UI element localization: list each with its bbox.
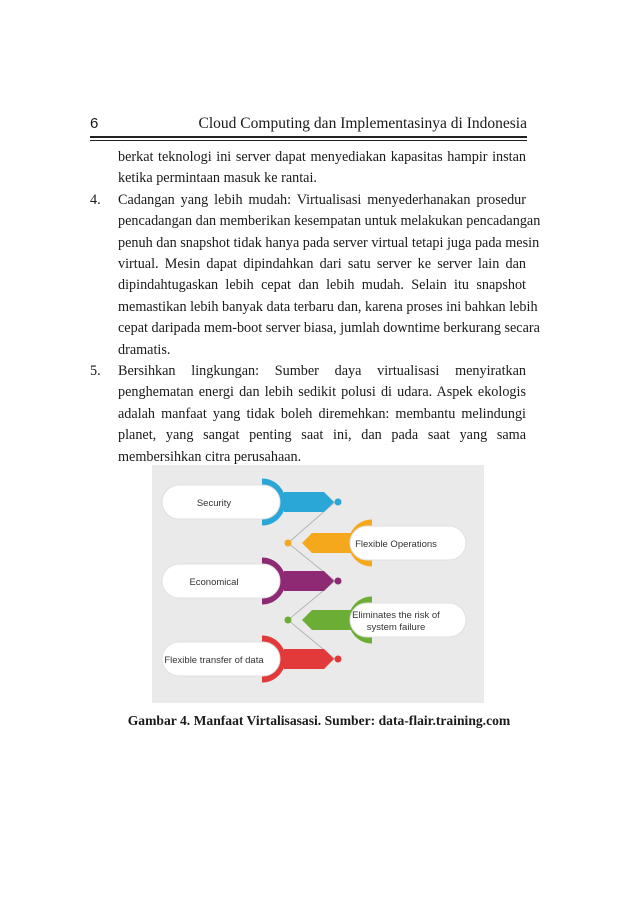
text-line: penghematan energi dan lebih sedikit polusi di udara. Aspek ekologis (118, 384, 526, 401)
continuation-paragraph (118, 147, 526, 190)
benefit-label: Flexible transfer of data (164, 655, 264, 666)
benefits-diagram (152, 465, 484, 703)
benefit-label: Eliminates the risk of (352, 610, 440, 621)
page-header (90, 112, 527, 136)
text-line: virtual. Mesin dapat dipindahkan dari satu server ke server lain dan (118, 255, 526, 272)
text-line: ketika permintaan masuk ke rantai. (118, 170, 317, 187)
header-rule (90, 136, 527, 138)
text-line: berkat teknologi ini server dapat menyediakan kapasitas hampir instan (118, 149, 526, 165)
list-number: 4. (90, 191, 101, 208)
text-line: membersihkan citra perusahaan. (118, 448, 302, 465)
text-line: dramatis. (118, 341, 171, 358)
text-line: memastikan lebih banyak data terbaru dan, karena proses ini bahkan lebih (118, 298, 538, 315)
figure-caption: Gambar 4. Manfaat Virtalisasasi. Sumber: data-flair.training.com (127, 713, 511, 728)
virtualization-benefits-figure (152, 465, 484, 703)
benefit-arrow (302, 533, 352, 553)
benefit-label: Flexible Operations (355, 539, 437, 550)
text-line: adalah manfaat yang tidak boleh diremehkan: membantu melindungi (118, 405, 526, 422)
benefit-label: Economical (189, 577, 239, 588)
text-line: dipindahtugaskan lebih cepat dan lebih mudah. Selain itu snapshot (118, 277, 526, 294)
list-item-4 (118, 190, 541, 361)
benefit-dot (285, 617, 292, 624)
text-line: Bersihkan lingkungan: Sumber daya virtualisasi menyiratkan (118, 363, 526, 379)
benefit-arrow (284, 571, 334, 591)
benefit-arrow (284, 649, 334, 669)
text-line: Cadangan yang lebih mudah: Virtualisasi menyederhanakan prosedur (118, 191, 526, 208)
text-line: cepat daripada mem-boot server biasa, jumlah downtime berkurang secara (118, 320, 540, 337)
text-line: planet, yang sangat penting saat ini, dan pada saat yang sama (118, 427, 526, 444)
header-rule-thin (90, 140, 527, 141)
text-line: penuh dan snapshot tidak hanya pada server virtual tetapi juga pada mesin (118, 234, 540, 251)
list-number: 5. (90, 363, 101, 379)
benefit-label: system failure (366, 622, 426, 633)
benefit-dot (335, 656, 342, 663)
text-line: pencadangan dan memberikan kesempatan untuk melakukan pencadangan (118, 213, 541, 230)
benefit-arrow (284, 492, 334, 512)
benefit-arrow (302, 610, 352, 630)
running-title: Cloud Computing dan Implementasinya di Indonesia (198, 115, 527, 132)
benefit-dot (335, 578, 342, 585)
benefit-dot (285, 540, 292, 547)
page-number: 6 (90, 115, 99, 132)
benefit-dot (335, 499, 342, 506)
benefit-label: Security (196, 498, 232, 509)
list-item-5 (118, 361, 526, 468)
